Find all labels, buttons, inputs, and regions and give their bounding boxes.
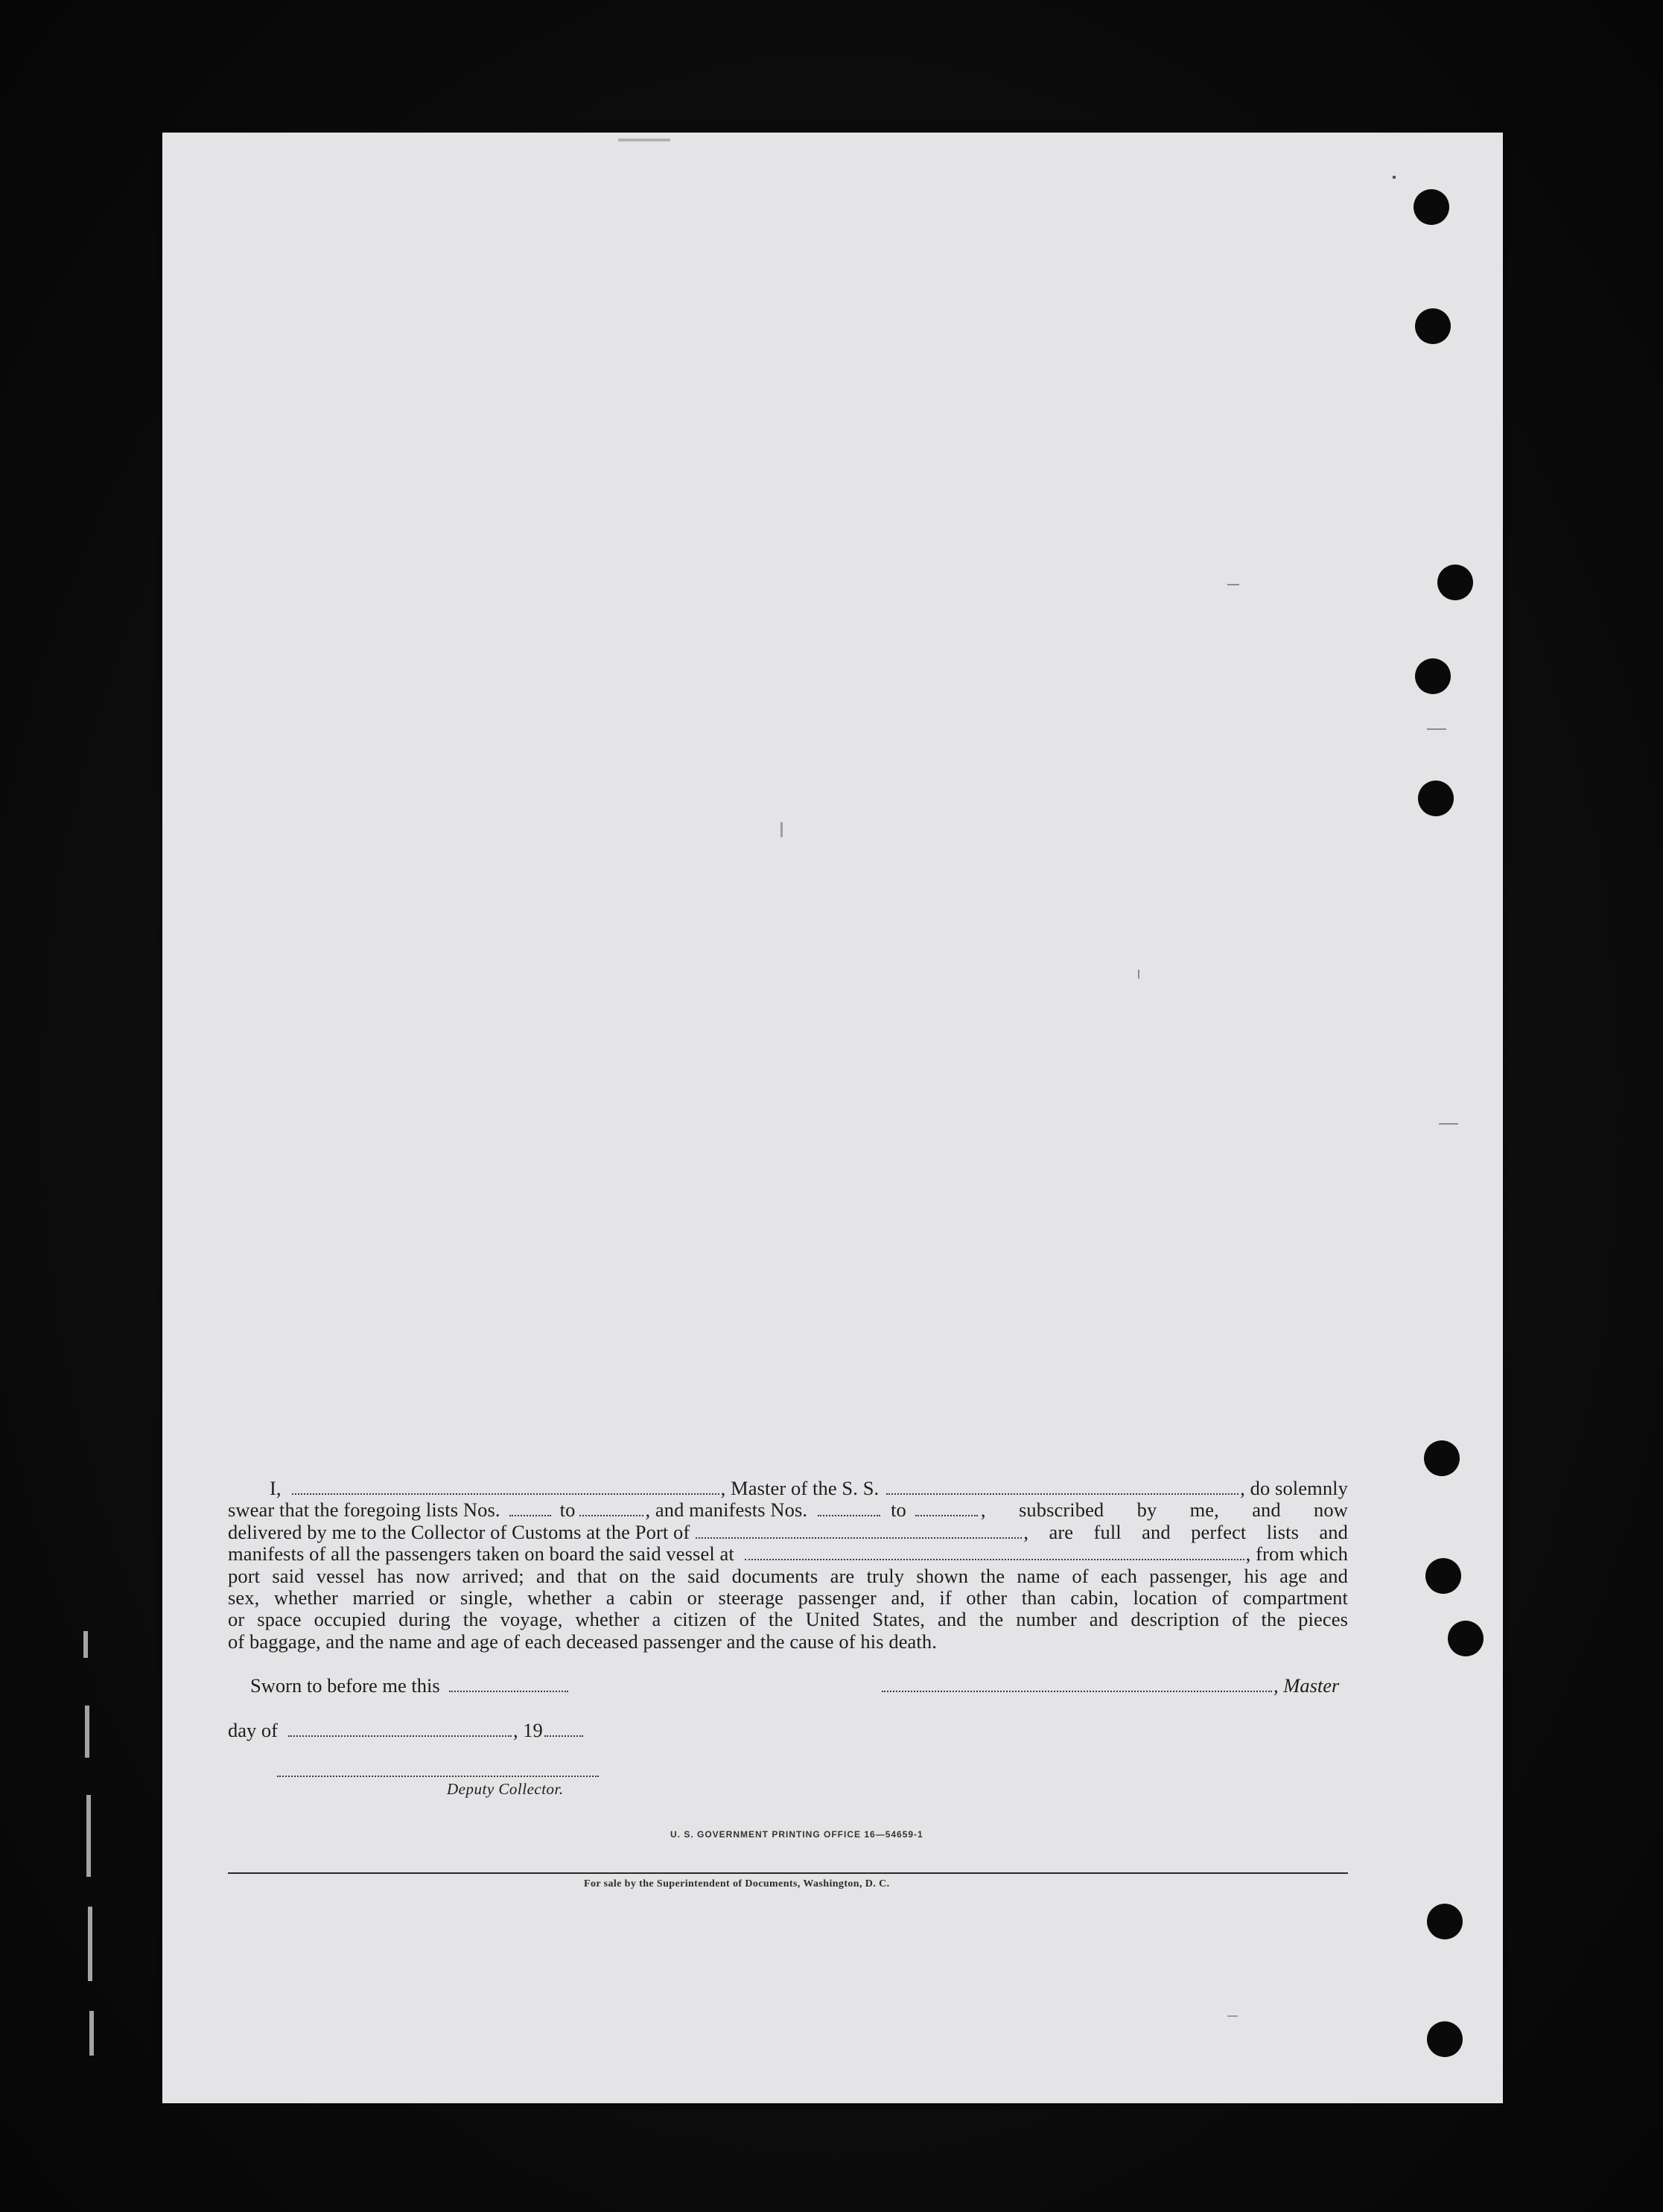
- binder-hole: [1425, 1558, 1461, 1594]
- scan-speck: [1439, 1123, 1458, 1125]
- scan-speck: [618, 139, 670, 142]
- oath-line: [228, 1478, 1348, 1499]
- binder-hole: [1448, 1621, 1484, 1656]
- film-edge-mark: [83, 1631, 88, 1658]
- for-sale-note: For sale by the Superintendent of Documents, Washington, D. C.: [584, 1878, 890, 1890]
- oath-line: [228, 1587, 1348, 1609]
- oath-line: [228, 1499, 1348, 1521]
- oath-line: [228, 1631, 1348, 1653]
- oath-line: [228, 1609, 1348, 1630]
- binder-hole: [1415, 308, 1451, 344]
- oath-text: I,: [270, 1477, 282, 1499]
- binder-hole: [1427, 1904, 1463, 1939]
- binder-hole: [1437, 565, 1473, 600]
- month-blank[interactable]: [288, 1721, 512, 1737]
- port-blank[interactable]: [696, 1523, 1022, 1539]
- binder-hole: [1424, 1440, 1460, 1476]
- oath-text: , from which: [1245, 1542, 1348, 1566]
- sworn-day-blank[interactable]: [449, 1677, 568, 1692]
- oath-paragraph: [228, 1478, 1348, 1653]
- film-edge-mark: [88, 1907, 92, 1981]
- date-line: [228, 1719, 585, 1742]
- ship-name-blank[interactable]: [886, 1479, 1238, 1495]
- list-from-blank[interactable]: [509, 1501, 551, 1517]
- oath-line: [228, 1522, 1348, 1543]
- deputy-collector-signature-blank[interactable]: [277, 1776, 599, 1777]
- list-to-blank[interactable]: [579, 1501, 643, 1517]
- oath-text: to: [891, 1498, 906, 1522]
- day-of-label: day of: [228, 1719, 278, 1741]
- oath-text: delivered by me to the Collector of Customs at the Port of: [228, 1520, 690, 1543]
- manifest-to-blank[interactable]: [915, 1501, 978, 1517]
- scan-speck: [1227, 2015, 1238, 2017]
- departure-port-blank[interactable]: [745, 1545, 1244, 1561]
- film-edge-mark: [85, 1706, 89, 1758]
- oath-line: [228, 1566, 1348, 1587]
- footer-rule: [228, 1872, 1348, 1874]
- binder-hole: [1414, 189, 1449, 225]
- oath-text: , Master of the S. S.: [720, 1477, 880, 1499]
- master-signature: [880, 1674, 1339, 1697]
- oath-text: manifests of all the passengers taken on board the said vessel at: [228, 1542, 734, 1566]
- oath-text: , do solemnly: [1240, 1477, 1348, 1499]
- scan-speck: [1393, 176, 1396, 179]
- manifest-from-blank[interactable]: [818, 1501, 880, 1517]
- sworn-label: Sworn to before me this: [250, 1674, 440, 1697]
- oath-text: , and manifests Nos.: [645, 1498, 808, 1522]
- oath-text: sex, whether married or single, whether a cabin or steerage passenger and, if other than cabin, location of compartment: [228, 1586, 1348, 1609]
- year-blank[interactable]: [544, 1721, 583, 1737]
- master-name-blank[interactable]: [292, 1479, 719, 1495]
- document-page: [162, 133, 1503, 2103]
- oath-text: or space occupied during the voyage, whether a citizen of the United States, and the number and description of the pieces: [228, 1608, 1348, 1631]
- scan-speck: [1427, 728, 1446, 730]
- binder-hole: [1427, 2021, 1463, 2057]
- film-edge-mark: [86, 1795, 91, 1877]
- sworn-line: [250, 1674, 570, 1697]
- printing-office-imprint: U. S. GOVERNMENT PRINTING OFFICE 16—54659-1: [670, 1829, 923, 1840]
- binder-hole: [1418, 781, 1454, 816]
- oath-text: , subscribed by me, and now: [980, 1498, 1348, 1522]
- master-signature-blank[interactable]: [882, 1677, 1272, 1692]
- oath-text: swear that the foregoing lists Nos.: [228, 1498, 500, 1522]
- master-label: , Master: [1274, 1674, 1340, 1697]
- scan-speck: [1138, 970, 1139, 979]
- film-edge-mark: [89, 2011, 94, 2056]
- scan-speck: [780, 822, 783, 837]
- oath-text: to: [559, 1498, 576, 1522]
- binder-hole: [1415, 658, 1451, 694]
- oath-text: of baggage, and the name and age of each deceased passenger and the cause of his death.: [228, 1630, 937, 1653]
- deputy-collector-label: Deputy Collector.: [447, 1780, 564, 1798]
- year-label: , 19: [512, 1719, 543, 1741]
- oath-line: [228, 1543, 1348, 1565]
- scan-speck: [1227, 584, 1239, 585]
- oath-text: , are full and perfect lists and: [1023, 1520, 1348, 1543]
- oath-text: port said vessel has now arrived; and that on the said documents are truly shown the name of each passenger, his age and: [228, 1564, 1348, 1587]
